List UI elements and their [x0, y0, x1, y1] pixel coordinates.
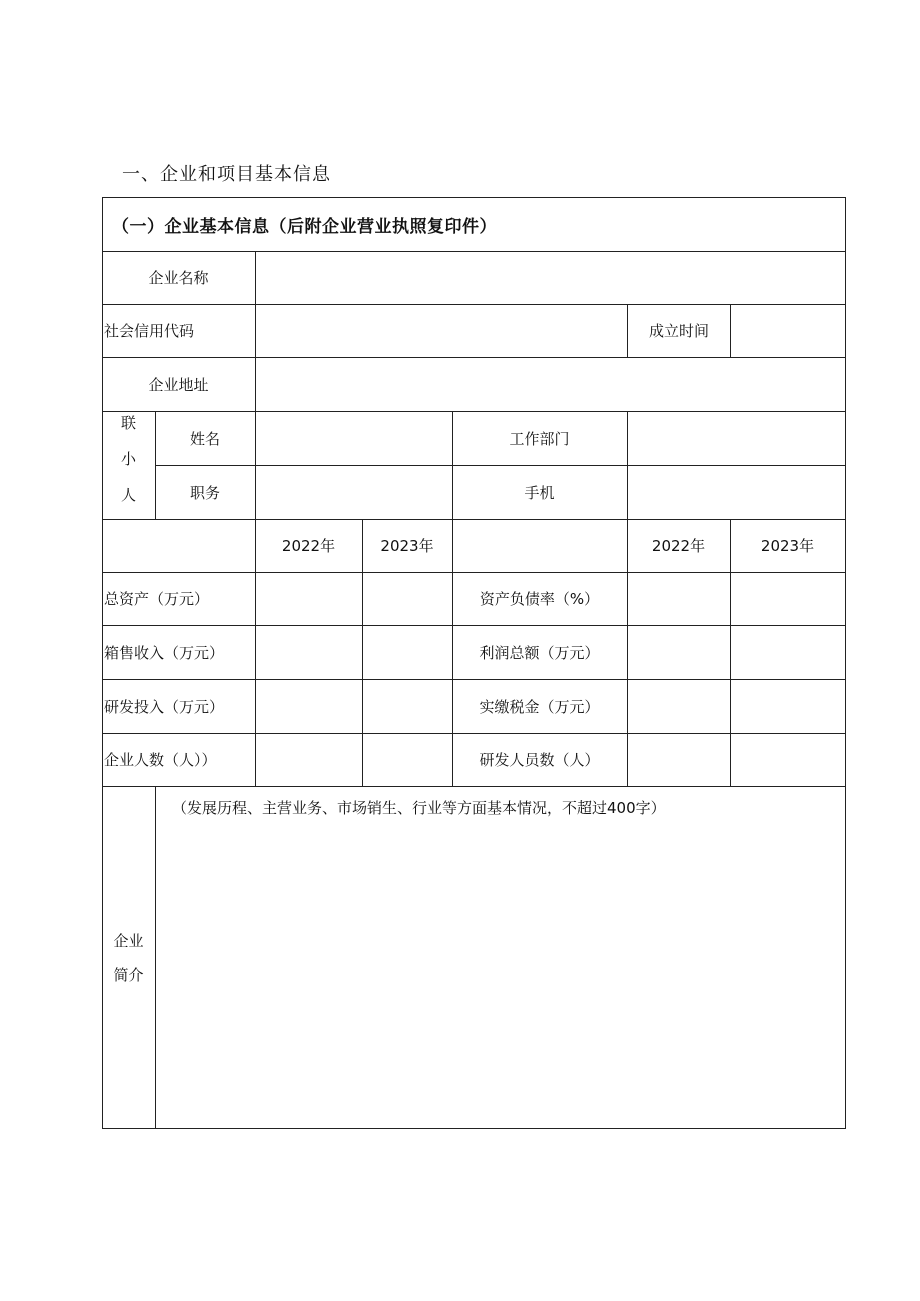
sales-revenue-2022-field[interactable] — [256, 626, 362, 679]
position-field[interactable] — [256, 466, 452, 519]
total-assets-2022-field[interactable] — [256, 573, 362, 625]
intro-char: 企业 — [113, 931, 144, 950]
employees-2022-field[interactable] — [256, 734, 362, 786]
contact-char: 人 — [120, 486, 136, 504]
employees-label: 企业人数（人）） — [104, 751, 217, 769]
rd-staff-2023-field[interactable] — [731, 734, 845, 786]
company-intro-hint: （发展历程、主营业务、市场销生、行业等方面基本情况，不超过400字） — [172, 799, 666, 817]
tax-paid-label: 实缴税金（万元） — [479, 697, 600, 716]
debt-ratio-label: 资产负债率（%） — [479, 590, 600, 608]
debt-ratio-2023-field[interactable] — [731, 573, 845, 625]
company-name-field[interactable] — [256, 252, 845, 304]
debt-ratio-2022-field[interactable] — [628, 573, 730, 625]
contact-char: 小 — [120, 450, 136, 468]
rd-investment-label: 研发投入（万元） — [104, 697, 225, 716]
contact-person-label — [102, 405, 155, 513]
established-field[interactable] — [731, 305, 845, 357]
address-field[interactable] — [256, 358, 845, 411]
tax-paid-2023-field[interactable] — [731, 680, 845, 733]
rd-investment-2022-field[interactable] — [256, 680, 362, 733]
contact-name-field[interactable] — [256, 412, 452, 465]
total-profit-label: 利润总额（万元） — [479, 643, 600, 662]
total-profit-2023-field[interactable] — [731, 626, 845, 679]
address-label: 企业地址 — [148, 375, 209, 394]
rd-investment-2023-field[interactable] — [363, 680, 452, 733]
company-name-label: 企业名称 — [148, 269, 209, 287]
year-header-2023: 2023年 — [380, 537, 434, 555]
tax-paid-2022-field[interactable] — [628, 680, 730, 733]
subsection-title: （一）企业基本信息（后附企业营业执照复印件） — [112, 216, 497, 237]
established-label: 成立时间 — [648, 322, 709, 340]
intro-char: 简介 — [113, 965, 144, 984]
total-assets-label: 总资产（万元） — [104, 590, 210, 608]
total-assets-2023-field[interactable] — [363, 573, 452, 625]
year-header-2022: 2022年 — [281, 537, 336, 555]
rd-staff-label: 研发人员数（人） — [479, 751, 600, 769]
sales-revenue-label: 箱售收入（万元） — [104, 643, 225, 662]
year-header-2022: 2022年 — [651, 537, 706, 555]
department-field[interactable] — [628, 412, 845, 465]
position-label: 职务 — [189, 483, 220, 502]
year-header-2023: 2023年 — [760, 537, 815, 555]
company-intro-label — [102, 786, 155, 1129]
sales-revenue-2023-field[interactable] — [363, 626, 452, 679]
mobile-label: 手机 — [524, 483, 555, 502]
employees-2023-field[interactable] — [363, 734, 452, 786]
credit-code-label: 社会信用代码 — [104, 322, 195, 340]
total-profit-2022-field[interactable] — [628, 626, 730, 679]
contact-char: 联 — [120, 414, 136, 432]
contact-name-label: 姓名 — [189, 429, 220, 448]
credit-code-field[interactable] — [256, 305, 627, 357]
section-heading: 一、企业和项目基本信息 — [122, 164, 331, 185]
mobile-field[interactable] — [628, 466, 845, 519]
rd-staff-2022-field[interactable] — [628, 734, 730, 786]
company-intro-field[interactable] — [156, 787, 845, 1128]
department-label: 工作部门 — [509, 429, 570, 448]
